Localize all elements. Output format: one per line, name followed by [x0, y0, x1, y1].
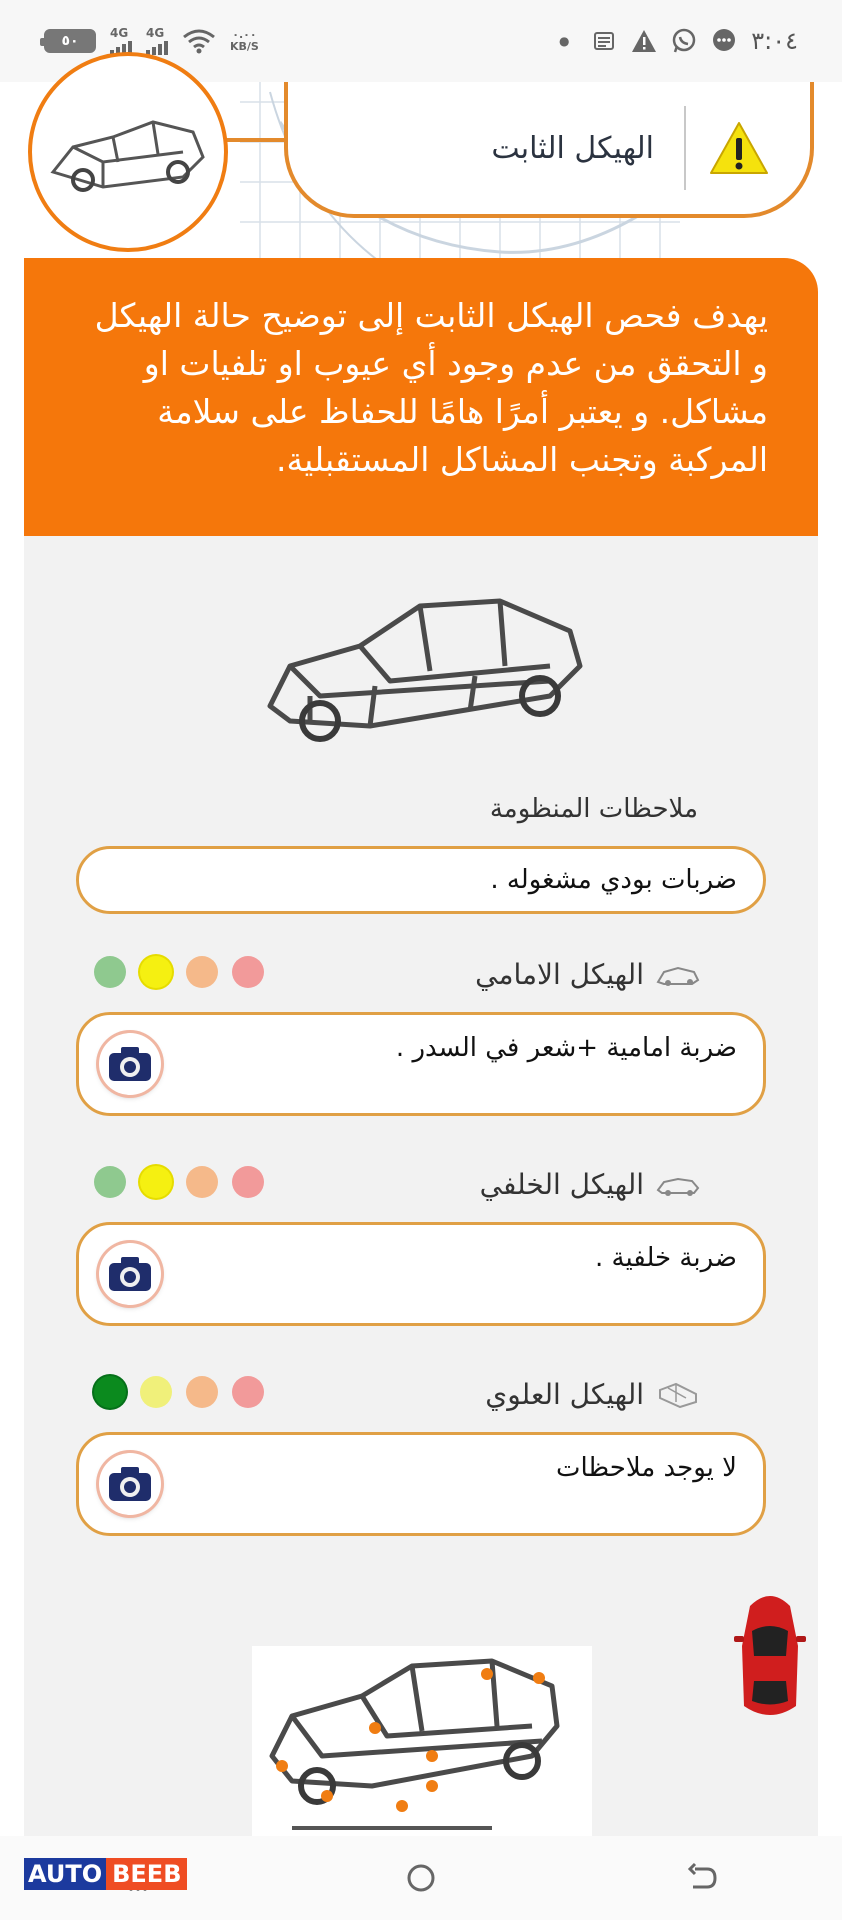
whatsapp-icon: [671, 28, 697, 54]
rating-dot-red[interactable]: [232, 1166, 264, 1198]
rating-dot-orange[interactable]: [186, 1166, 218, 1198]
signal-label-1: 4G: [110, 26, 129, 40]
rating-dot-red[interactable]: [232, 1376, 264, 1408]
camera-button[interactable]: [99, 1243, 161, 1305]
system-notes-box: [76, 846, 766, 914]
content-panel: [24, 536, 818, 1836]
front-chassis-icon: [656, 962, 700, 988]
rear-chassis-note: ضربة خلفية .: [594, 1243, 737, 1273]
alert-icon: [631, 28, 657, 54]
rating-dot-yellow-selected[interactable]: [140, 956, 172, 988]
chassis-points-image: [252, 1646, 592, 1836]
clock: ٣:٠٤: [751, 27, 798, 55]
rear-chassis-label: [480, 1168, 700, 1201]
brand-part2: BEEB: [106, 1858, 187, 1890]
signal-icon-1: [110, 27, 132, 55]
rear-chassis-note-box: [76, 1222, 766, 1326]
chassis-logo-circle: [28, 52, 228, 252]
rating-dot-orange[interactable]: [186, 956, 218, 988]
speed-unit: KB/S: [230, 40, 259, 53]
chassis-image: [250, 586, 610, 766]
back-icon: [685, 1861, 719, 1895]
system-notes-label: ملاحظات المنظومة: [489, 794, 698, 824]
front-chassis-label: [475, 958, 700, 991]
notification-icon: [591, 28, 617, 54]
title-divider: [684, 106, 686, 190]
speed-value: ٠.٠٠: [232, 28, 257, 41]
chassis-icon: [43, 102, 213, 202]
top-chassis-text: الهيكل العلوي: [485, 1378, 644, 1411]
top-chassis-icon: [656, 1382, 700, 1408]
dot-icon: ●: [558, 34, 570, 48]
back-button[interactable]: [672, 1848, 732, 1908]
rear-chassis-icon: [656, 1172, 700, 1198]
rear-chassis-text: الهيكل الخلفي: [479, 1168, 644, 1201]
system-notes-value: ضربات بودي مشغوله .: [490, 865, 737, 895]
top-chassis-note: لا يوجد ملاحظات: [556, 1453, 737, 1483]
description-text: يهدف فحص الهيكل الثابت إلى توضيح حالة الهيكل و التحقق من عدم وجود أي عيوب او تلفيات او مشاكل. و يعتبر أمرًا هامًا للحفاظ على سلامة المركبة وتجنب المشاكل المستقبلية.: [94, 296, 768, 479]
home-icon: [404, 1861, 438, 1895]
rating-dot-yellow-selected[interactable]: [140, 1166, 172, 1198]
wifi-icon: [182, 28, 216, 54]
front-chassis-text: الهيكل الامامي: [475, 958, 644, 991]
signal-label-2: 4G: [146, 26, 165, 40]
top-chassis-label: [485, 1378, 700, 1411]
front-chassis-note-box: [76, 1012, 766, 1116]
front-chassis-rating: [94, 956, 264, 988]
battery-level: ٥٠: [61, 33, 79, 49]
rating-dot-red[interactable]: [232, 956, 264, 988]
rating-dot-green[interactable]: [94, 1166, 126, 1198]
title-pill: [284, 82, 814, 218]
rating-dot-orange[interactable]: [186, 1376, 218, 1408]
camera-icon: [107, 1045, 153, 1083]
autobeeb-watermark: [24, 1858, 187, 1890]
camera-button[interactable]: [99, 1453, 161, 1515]
network-speed: [230, 29, 259, 53]
camera-button[interactable]: [99, 1033, 161, 1095]
chat-icon: [711, 28, 737, 54]
top-chassis-rating: [94, 1376, 264, 1408]
home-button[interactable]: [391, 1848, 451, 1908]
rating-dot-green[interactable]: [94, 956, 126, 988]
rating-dot-yellow[interactable]: [140, 1376, 172, 1408]
battery-icon: [44, 29, 96, 53]
camera-icon: [107, 1255, 153, 1293]
camera-icon: [107, 1465, 153, 1503]
signal-icon-2: [146, 27, 168, 55]
description-box: [24, 258, 818, 536]
front-chassis-note: ضربة امامية +شعر في السدر .: [395, 1033, 737, 1063]
warning-icon: [708, 120, 770, 176]
top-chassis-note-box: [76, 1432, 766, 1536]
status-right: [551, 27, 798, 55]
chassis-points-diagram: [252, 1646, 592, 1836]
floating-car-button[interactable]: [730, 1586, 810, 1726]
status-left: [44, 27, 259, 55]
page-title: الهيكل الثابت: [491, 130, 654, 166]
rating-dot-green-selected[interactable]: [94, 1376, 126, 1408]
rear-chassis-rating: [94, 1166, 264, 1198]
brand-part1: AUTO: [24, 1858, 106, 1890]
